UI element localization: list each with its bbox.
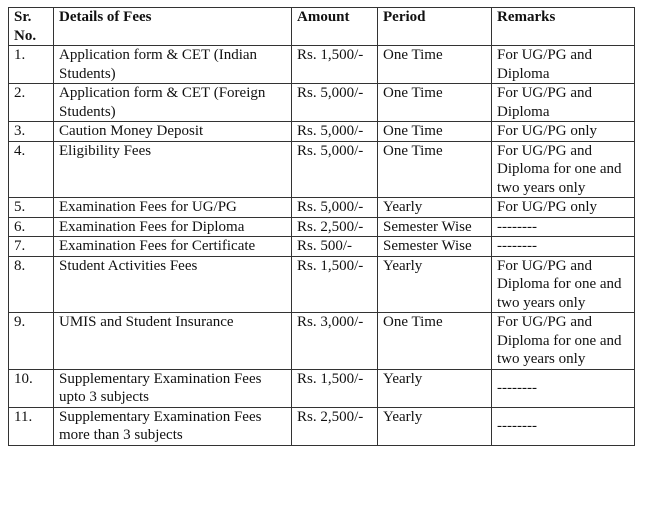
table-row — [9, 122, 635, 142]
cell-details: Application form & CET (Foreign Students) — [54, 84, 292, 122]
cell-amount: Rs. 5,000/- — [292, 84, 378, 122]
cell-remarks: For UG/PG and Diploma — [492, 84, 635, 122]
cell-period: Yearly — [378, 369, 492, 407]
cell-period: One Time — [378, 122, 492, 142]
cell-sr: 9. — [9, 313, 54, 370]
cell-details: Examination Fees for Certificate — [54, 237, 292, 257]
cell-amount: Rs. 5,000/- — [292, 141, 378, 198]
cell-sr: 6. — [9, 217, 54, 237]
cell-period: Yearly — [378, 256, 492, 313]
header-sr-no: Sr. No. — [9, 8, 54, 46]
cell-sr: 4. — [9, 141, 54, 198]
cell-remarks: For UG/PG and Diploma for one and two years only — [492, 313, 635, 370]
table-row — [9, 237, 635, 257]
cell-details: Student Activities Fees — [54, 256, 292, 313]
cell-remarks: For UG/PG and Diploma for one and two years only — [492, 141, 635, 198]
cell-sr: 1. — [9, 46, 54, 84]
table-row — [9, 46, 635, 84]
cell-period: One Time — [378, 141, 492, 198]
cell-amount: Rs. 1,500/- — [292, 256, 378, 313]
cell-sr: 3. — [9, 122, 54, 142]
table-row — [9, 217, 635, 237]
fees-table — [8, 7, 635, 446]
cell-remarks: -------- — [492, 407, 635, 445]
header-details: Details of Fees — [54, 8, 292, 46]
cell-sr: 7. — [9, 237, 54, 257]
cell-remarks: -------- — [492, 217, 635, 237]
cell-amount: Rs. 5,000/- — [292, 122, 378, 142]
cell-period: Semester Wise — [378, 237, 492, 257]
cell-period: Yearly — [378, 198, 492, 218]
cell-amount: Rs. 5,000/- — [292, 198, 378, 218]
header-amount: Amount — [292, 8, 378, 46]
table-row — [9, 198, 635, 218]
cell-amount: Rs. 2,500/- — [292, 217, 378, 237]
cell-sr: 10. — [9, 369, 54, 407]
cell-amount: Rs. 1,500/- — [292, 46, 378, 84]
cell-remarks: For UG/PG only — [492, 122, 635, 142]
cell-remarks: For UG/PG and Diploma for one and two years only — [492, 256, 635, 313]
cell-amount: Rs. 1,500/- — [292, 369, 378, 407]
cell-amount: Rs. 500/- — [292, 237, 378, 257]
cell-details: UMIS and Student Insurance — [54, 313, 292, 370]
cell-details: Supplementary Examination Fees upto 3 subjects — [54, 369, 292, 407]
table-row — [9, 407, 635, 445]
table-row — [9, 141, 635, 198]
header-period: Period — [378, 8, 492, 46]
cell-period: One Time — [378, 84, 492, 122]
cell-sr: 2. — [9, 84, 54, 122]
cell-sr: 5. — [9, 198, 54, 218]
table-row — [9, 84, 635, 122]
cell-sr: 8. — [9, 256, 54, 313]
cell-details: Supplementary Examination Fees more than 3 subjects — [54, 407, 292, 445]
table-row — [9, 369, 635, 407]
cell-remarks: -------- — [492, 369, 635, 407]
cell-period: One Time — [378, 46, 492, 84]
cell-sr: 11. — [9, 407, 54, 445]
cell-period: One Time — [378, 313, 492, 370]
cell-period: Yearly — [378, 407, 492, 445]
cell-amount: Rs. 2,500/- — [292, 407, 378, 445]
table-row — [9, 313, 635, 370]
cell-remarks: For UG/PG only — [492, 198, 635, 218]
cell-details: Eligibility Fees — [54, 141, 292, 198]
table-header-row — [9, 8, 635, 46]
cell-remarks: -------- — [492, 237, 635, 257]
header-remarks: Remarks — [492, 8, 635, 46]
cell-details: Application form & CET (Indian Students) — [54, 46, 292, 84]
cell-details: Examination Fees for UG/PG — [54, 198, 292, 218]
cell-remarks: For UG/PG and Diploma — [492, 46, 635, 84]
cell-details: Caution Money Deposit — [54, 122, 292, 142]
table-row — [9, 256, 635, 313]
cell-period: Semester Wise — [378, 217, 492, 237]
cell-details: Examination Fees for Diploma — [54, 217, 292, 237]
cell-amount: Rs. 3,000/- — [292, 313, 378, 370]
